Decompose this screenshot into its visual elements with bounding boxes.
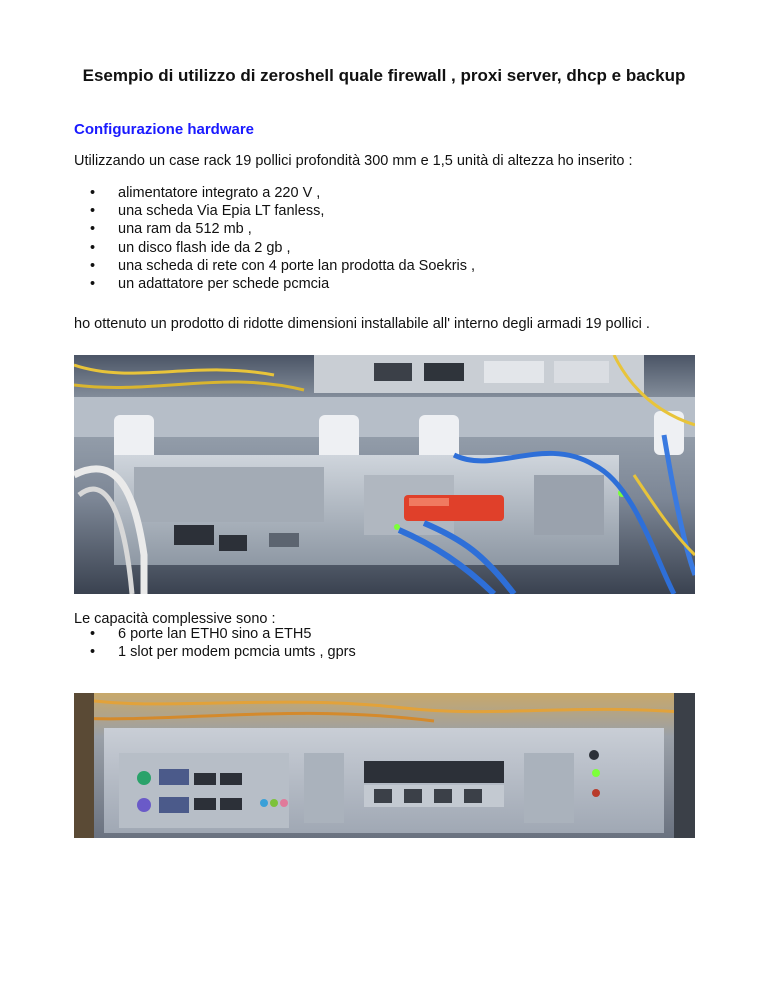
page-title: Esempio di utilizzo di zeroshell quale firewall , proxi server, dhcp e backup [82,66,686,85]
intro-paragraph: Utilizzando un case rack 19 pollici profondità 300 mm e 1,5 unità di altezza ho inserito : [74,153,633,169]
rack-server-rear-photo [74,693,695,838]
bullet-icon: • [90,221,96,238]
bullet-icon: • [90,257,96,274]
list-item: • alimentatore integrato a 220 V , [90,185,321,201]
bullet-icon: • [90,203,96,220]
photo-illustration [74,693,695,838]
bullet-icon: • [90,185,96,201]
photo-illustration [74,355,695,594]
list-item: • 1 slot per modem pcmcia umts , gprs [90,644,356,661]
rack-server-front-photo [74,355,695,594]
bullet-icon: • [90,239,96,256]
list-item: • una scheda di rete con 4 porte lan prodotta da Soekris , [90,257,476,274]
list-item: • 6 porte lan ETH0 sino a ETH5 [90,626,312,642]
capacities-intro: Le capacità complessive sono : [74,611,276,627]
bullet-icon: • [90,644,96,661]
result-paragraph: ho ottenuto un prodotto di ridotte dimensioni installabile all' interno degli armadi 19 pollici . [74,316,650,332]
section-heading: Configurazione hardware [74,121,255,138]
list-item: • un disco flash ide da 2 gb , [90,239,291,256]
list-item: • una scheda Via Epia LT fanless, [90,203,325,220]
bullet-icon: • [90,626,96,642]
capacities-list [90,625,356,661]
list-item: • una ram da 512 mb , [90,221,252,238]
list-item: • un adattatore per schede pcmcia [90,276,330,293]
bullet-icon: • [90,276,96,293]
hardware-list [90,184,476,293]
